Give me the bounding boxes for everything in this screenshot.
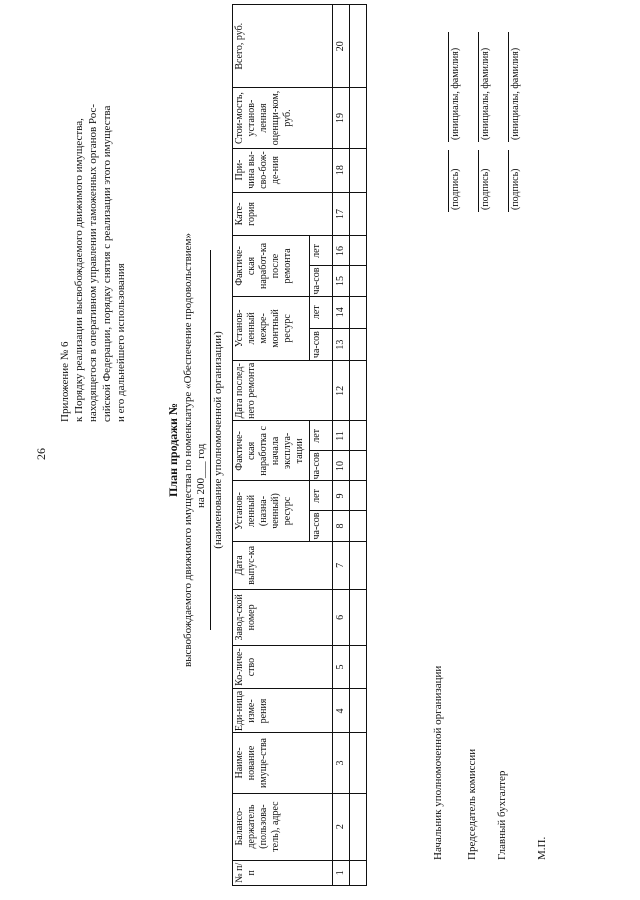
column-number: 11 (333, 421, 350, 451)
appendix-line: находящегося в оперативном управлении таможенных органов Рос- (87, 103, 99, 422)
column-number: 4 (333, 689, 350, 733)
subheader-years: лет (310, 296, 333, 328)
header-cell: Всего, руб. (233, 5, 333, 88)
column-number: 10 (333, 451, 350, 481)
signature-caption: (подпись) (450, 168, 461, 210)
subheader-years: лет (310, 481, 333, 511)
signature-line (508, 150, 509, 212)
name-caption: (инициалы, фамилия) (450, 47, 461, 140)
column-number: 3 (333, 733, 350, 793)
stamp-place: М.П. (536, 836, 548, 860)
column-number: 18 (333, 148, 350, 192)
signature-caption: (подпись) (510, 168, 521, 210)
appendix-line: сийской Федерации, порядку снятия с реализации этого имущества (101, 105, 113, 422)
header-cell: Дата выпус-ка (233, 541, 333, 590)
column-number: 6 (333, 590, 350, 645)
name-line (478, 32, 479, 142)
column-number: 16 (333, 236, 350, 266)
org-caption: (наименование уполномоченной организации) (210, 250, 224, 630)
column-number: 20 (333, 5, 350, 88)
plan-table (232, 4, 367, 886)
header-cell: Стои-мость, установ-ленная оценщи-ком, руб. (233, 88, 333, 148)
name-caption: (инициалы, фамилия) (510, 47, 521, 140)
subheader-hours: ча-сов (310, 451, 333, 481)
signature-label-accountant: Главный бухгалтер (496, 770, 508, 860)
header-cell: № п/п (233, 860, 333, 885)
column-number: 7 (333, 541, 350, 590)
column-number: 19 (333, 88, 350, 148)
column-number: 13 (333, 328, 350, 360)
column-number: 14 (333, 296, 350, 328)
header-cell: Ко-личе-ство (233, 645, 333, 689)
table-row (350, 5, 367, 886)
subheader-years: лет (310, 236, 333, 266)
header-cell: Балансо-держатель (пользова-тель), адрес (233, 793, 333, 860)
column-number: 5 (333, 645, 350, 689)
header-cell: При-чина вы-сво-бож-де-ния (233, 148, 333, 192)
plan-subtitle: высвобождаемого движимого имущества по номенклатуре «Обеспечение продовольствием» (182, 232, 194, 668)
signature-line (448, 150, 449, 212)
signature-line (478, 150, 479, 212)
subheader-hours: ча-сов (310, 328, 333, 360)
signature-caption: (подпись) (480, 168, 491, 210)
appendix-block (58, 2, 128, 422)
header-cell: Дата послед-него ремонта (233, 361, 333, 421)
appendix-line: и его дальнейшего использования (115, 263, 127, 422)
column-number: 1 (333, 860, 350, 885)
page-number: 26 (34, 448, 48, 460)
column-number: 17 (333, 192, 350, 236)
subheader-years: лет (310, 421, 333, 451)
column-number: 9 (333, 481, 350, 511)
plan-year: на 200___ год (195, 443, 207, 508)
plan-title: План продажи № (166, 403, 180, 497)
column-number: 12 (333, 361, 350, 421)
column-number: 2 (333, 793, 350, 860)
signature-label-chair: Председатель комиссии (466, 748, 478, 860)
appendix-line: к Порядку реализации высвобождаемого движимого имущества, (73, 118, 85, 422)
name-line (448, 32, 449, 142)
appendix-title: Приложение № 6 (59, 341, 71, 422)
name-caption: (инициалы, фамилия) (480, 47, 491, 140)
header-cell: Фактиче-ская наработ-ка после ремонта (233, 236, 310, 296)
header-cell: Кате-гория (233, 192, 333, 236)
subheader-hours: ча-сов (310, 511, 333, 541)
name-line (508, 32, 509, 142)
header-cell: Наиме-нование имуще-ства (233, 733, 333, 793)
header-cell: Фактиче-ская наработка с начала эксплуа-тации (233, 421, 310, 481)
column-number: 8 (333, 511, 350, 541)
subheader-hours: ча-сов (310, 266, 333, 296)
header-cell: Завод-ской номер (233, 590, 333, 645)
header-cell: Установ-ленный межре-монтный ресурс (233, 296, 310, 361)
signature-label-head: Начальник уполномоченной организации (432, 665, 444, 860)
column-number: 15 (333, 266, 350, 296)
header-cell: Еди-ница изме-рения (233, 689, 333, 733)
header-cell: Установ-ленный (назна-ченный) ресурс (233, 481, 310, 541)
